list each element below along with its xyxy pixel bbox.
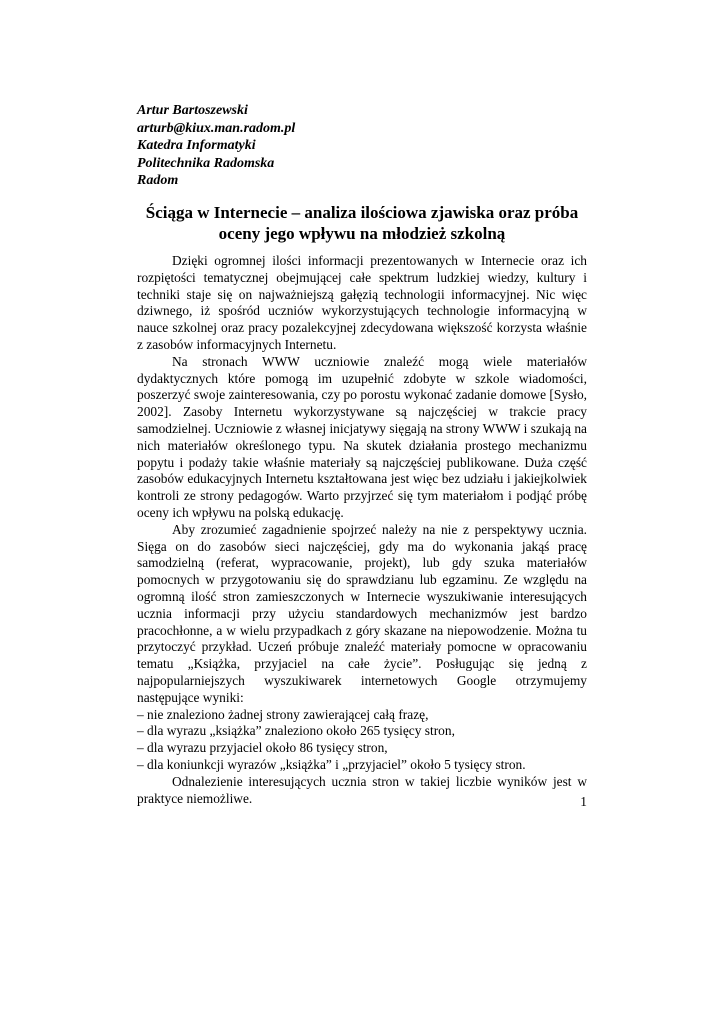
paper-title: Ściąga w Internecie – analiza ilościowa zjawiska oraz próba oceny jego wpływu na młodzież szkolną <box>145 203 579 243</box>
author-block <box>137 102 577 190</box>
list-item: – dla wyrazu „książka” znaleziono około 265 tysięcy stron, <box>137 723 455 739</box>
author-name: Artur Bartoszewski <box>137 103 248 118</box>
author-university: Politechnika Radomska <box>137 155 275 171</box>
author-city: Radom <box>137 173 179 188</box>
list-item: – dla wyrazu przyjaciel około 86 tysięcy stron, <box>137 740 388 756</box>
author-email: arturb@kiux.man.radom.pl <box>137 120 296 136</box>
paragraph: Na stronach WWW uczniowie znaleźć mogą wiele materiałów dydaktycznych które pomogą im uzupełnić zdobyte w szkole wiadomości, poszerzyć swoje zainteresowania, czy po porostu wykonać zadanie domowe [Sysło, 2002]. Zasoby Internetu wykorzystywane są najczęściej w trakcie pracy samodzielnej. Uczniowie z własnej inicjatywy sięgają na strony WWW i szukają na nich materiałów określonego typu. Na skutek działania prostego mechanizmu popytu i podaży takie właśnie materiały są najczęściej publikowane. Duża część zasobów edukacyjnych Internetu kształtowana jest więc bez udziału i jakiejkolwiek kontroli ze strony pedagogów. Warto przyjrzeć się tym materiałom i podjąć próbę oceny ich wpływu na polską edukację. <box>137 353 587 520</box>
author-department: Katedra Informatyki <box>137 138 256 153</box>
paragraph: Dzięki ogromnej ilości informacji prezentowanych w Internecie oraz ich rozpiętości tematycznej obejmującej całe spektrum ludzkiej wiedzy, kultury i techniki staje się on najważniejszą gałęzią technologii informacyjnej. Nic więc dziwnego, iż spośród uczniów wykorzystujących technologie informacyjną w nauce szkolnej oraz pracy pozalekcyjnej zdecydowana większość korzysta właśnie z zasobów informacyjnych Internetu. <box>137 253 587 352</box>
list-item: – dla koniunkcji wyrazów „książka” i „przyjaciel” około 5 tysięcy stron. <box>137 756 526 772</box>
page-number: 1 <box>580 794 587 809</box>
body-text <box>137 253 587 807</box>
list-item: – nie znaleziono żadnej strony zawierającej całą frazę, <box>137 706 429 722</box>
paragraph: Odnalezienie interesujących ucznia stron w takiej liczbie wyników jest w praktyce niemożliwe. <box>137 773 587 806</box>
paragraph: Aby zrozumieć zagadnienie spojrzeć należy na nie z perspektywy ucznia. Sięga on do zasobów sieci najczęściej, gdy ma do wykonania jakąś pracę samodzielną (referat, wypracowanie, projekt), lub gdy szuka materiałów pomocnych w przygotowaniu się do sprawdzianu lub egzaminu. Ze względu na ogromną ilość stron zamieszczonych w Internecie wyszukiwanie interesujących ucznia informacji przy użyciu standardowych mechanizmów jest bardzo pracochłonne, a w wielu przypadkach z góry skazane na niepowodzenie. Można tu przytoczyć przykład. Uczeń próbuje znaleźć materiały pomocne w opracowaniu tematu „Książka, przyjaciel na całe życie”. Posługując się jedną z najpopularniejszych wyszukiwarek internetowych Google otrzymujemy następujące wyniki: <box>137 521 587 705</box>
